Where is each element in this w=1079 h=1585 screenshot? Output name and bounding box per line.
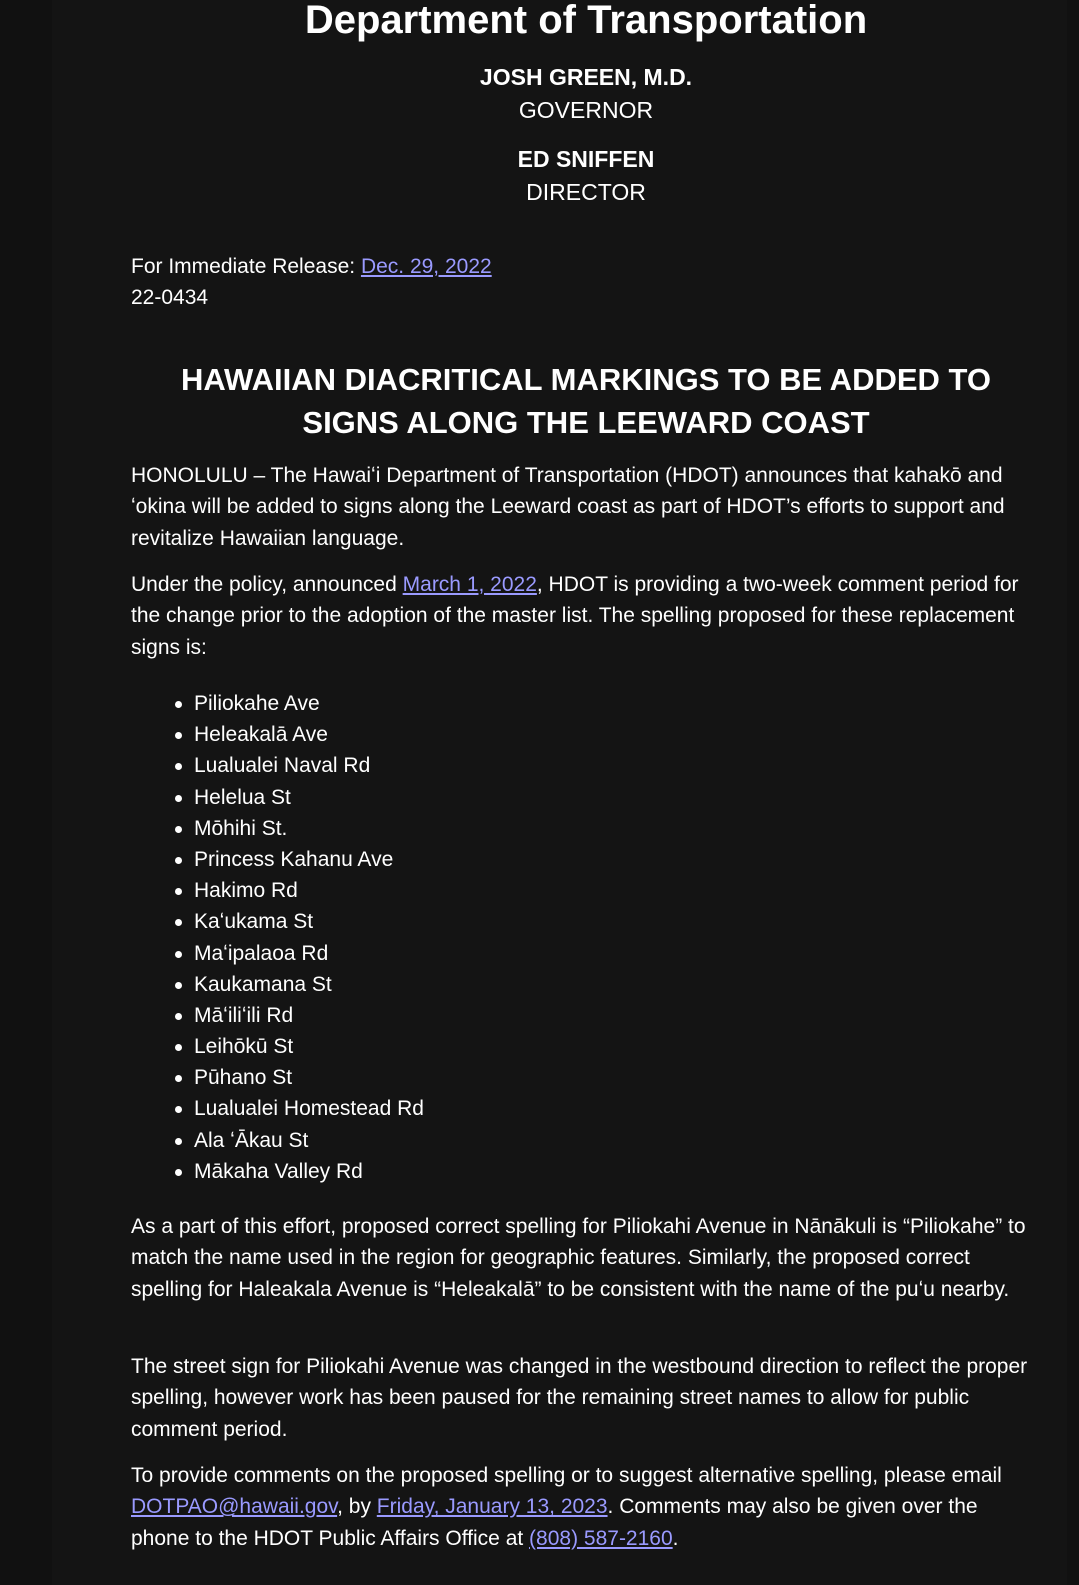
release-date-link[interactable]: Dec. 29, 2022 xyxy=(360,255,492,278)
director-block xyxy=(131,143,1041,209)
list-item xyxy=(131,1062,424,1093)
list-item xyxy=(131,782,424,813)
bullet-icon xyxy=(175,888,182,895)
policy-paragraph xyxy=(131,569,1031,663)
list-item xyxy=(131,1125,424,1156)
phone-link[interactable]: (808) 587-2160 xyxy=(529,1526,673,1550)
deadline-link[interactable]: Friday, January 13, 2023 xyxy=(376,1495,608,1519)
bullet-icon xyxy=(175,919,182,926)
bullet-icon xyxy=(175,1075,182,1082)
intro-paragraph: HONOLULU – The Hawaiʻi Department of Transportation (HDOT) announces that kahakō and ʻokina will be added to signs along the Leeward coast as part of HDOT’s efforts to support and revitalize Hawaiian language. xyxy=(131,464,1005,550)
street-name: Ala ʻĀkau St xyxy=(194,1128,309,1152)
release-info xyxy=(131,251,492,313)
bullet-icon xyxy=(175,982,182,989)
bullet-icon xyxy=(175,1013,182,1020)
press-release-page xyxy=(52,0,1067,1585)
comments-text-2: , by xyxy=(337,1495,377,1519)
street-name: Kaukamana St xyxy=(194,972,332,996)
bullet-icon xyxy=(175,951,182,958)
release-number: 22-0434 xyxy=(131,286,209,309)
department-title: Department of Transportation xyxy=(304,0,868,42)
list-item xyxy=(131,906,424,937)
street-name: Kaʻukama St xyxy=(194,910,314,934)
bullet-icon xyxy=(175,826,182,833)
bullet-icon xyxy=(175,763,182,770)
street-name: Mākaha Valley Rd xyxy=(194,1159,363,1183)
street-name: Piliokahe Ave xyxy=(194,692,320,715)
street-name: Leihōkū St xyxy=(194,1035,294,1059)
bullet-icon xyxy=(175,1044,182,1051)
comments-paragraph xyxy=(131,1460,1031,1554)
street-name: Māʻiliʻili Rd xyxy=(194,1003,294,1027)
governor-block xyxy=(131,61,1041,127)
sign-change-paragraph: The street sign for Piliokahi Avenue was changed in the westbound direction to reflect the proper spelling, however work has been paused for the remaining street names to allow for public comment period. xyxy=(131,1355,1028,1441)
governor-title: GOVERNOR xyxy=(518,97,654,123)
release-label: For Immediate Release: xyxy=(131,255,361,278)
street-name: Hakimo Rd xyxy=(194,879,298,903)
policy-text-before: Under the policy, announced xyxy=(131,573,403,596)
street-list xyxy=(131,688,424,1187)
bullet-icon xyxy=(175,701,182,708)
list-item xyxy=(131,750,424,781)
street-name: Lualualei Homestead Rd xyxy=(194,1097,424,1121)
street-name: Maʻipalaoa Rd xyxy=(194,941,329,965)
policy-text-after: , HDOT is providing a two-week comment period for the change prior to the adoption of the master list. The spelling proposed for these replacement signs is: xyxy=(131,573,1019,659)
street-name: Pūhano St xyxy=(194,1066,293,1090)
list-item xyxy=(131,938,424,969)
comments-text-3: . Comments may also be given over the phone to the HDOT Public Affairs Office at xyxy=(131,1495,978,1550)
list-item xyxy=(131,969,424,1000)
street-name: Mōhihi St. xyxy=(194,816,288,840)
list-item xyxy=(131,813,424,844)
bullet-icon xyxy=(175,1106,182,1113)
bullet-icon xyxy=(175,1138,182,1145)
bullet-icon xyxy=(175,732,182,739)
comments-text-4: . xyxy=(672,1526,679,1550)
governor-name: JOSH GREEN, M.D. xyxy=(479,64,693,90)
bullet-icon xyxy=(175,857,182,864)
bullet-icon xyxy=(175,1169,182,1176)
list-item xyxy=(131,688,424,719)
street-name: Heleakalā Ave xyxy=(194,723,328,747)
list-item xyxy=(131,719,424,750)
street-name: Helelua St xyxy=(194,785,291,809)
list-item xyxy=(131,1031,424,1062)
bullet-icon xyxy=(175,795,182,802)
email-link[interactable]: DOTPAO@hawaii.gov xyxy=(131,1495,338,1519)
list-item xyxy=(131,1156,424,1187)
policy-date-link[interactable]: March 1, 2022 xyxy=(402,573,537,596)
list-item xyxy=(131,1000,424,1031)
director-name: ED SNIFFEN xyxy=(517,146,655,172)
street-name: Princess Kahanu Ave xyxy=(194,847,394,871)
list-item xyxy=(131,844,424,875)
list-item xyxy=(131,875,424,906)
list-item xyxy=(131,1093,424,1124)
street-name: Lualualei Naval Rd xyxy=(194,754,371,778)
director-title: DIRECTOR xyxy=(526,179,646,205)
headline: HAWAIIAN DIACRITICAL MARKINGS TO BE ADDED TO SIGNS ALONG THE LEEWARD COAST xyxy=(180,362,992,440)
effort-paragraph: As a part of this effort, proposed correct spelling for Piliokahi Avenue in Nānākuli is “Piliokahe” to match the name used in the region for geographic features. Similarly, the proposed correct spelling for Haleakala Avenue is “Heleakalā” to be consistent with the name of the puʻu nearby. xyxy=(131,1215,1026,1301)
comments-text-1: To provide comments on the proposed spelling or to suggest alternative spelling, please email xyxy=(131,1464,1002,1487)
